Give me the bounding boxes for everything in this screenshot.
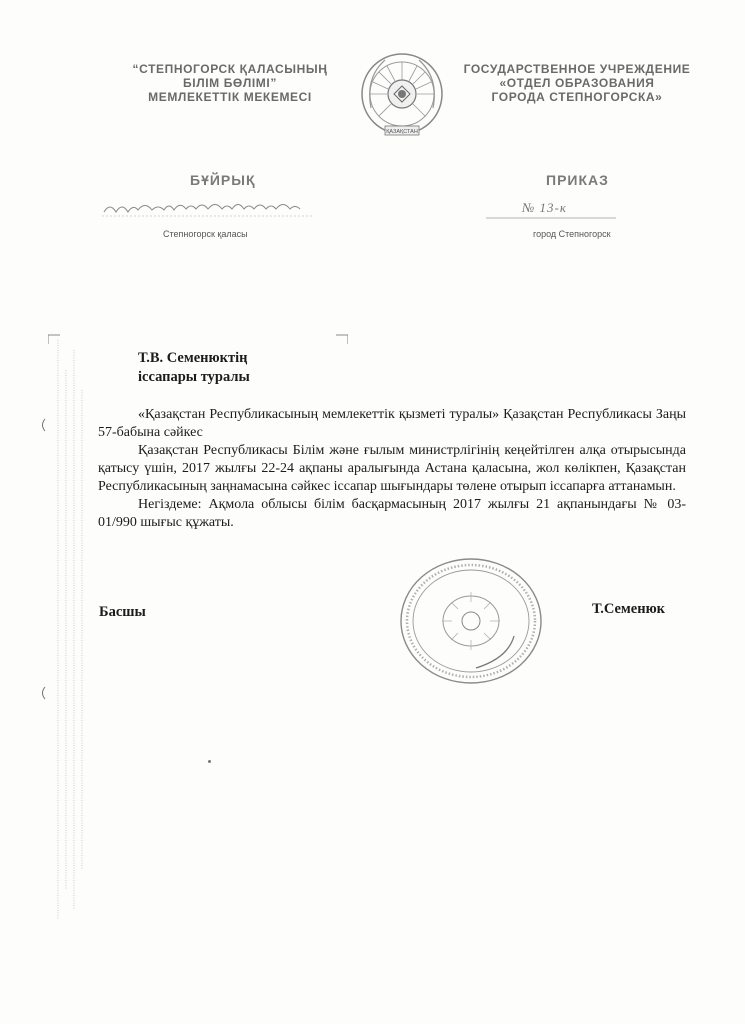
header-kz-line-2: БІЛІМ БӨЛІМІ” [183, 76, 277, 90]
order-number: № 13-к [522, 200, 567, 215]
header-kz-line-3: МЕМЛЕКЕТТІК МЕКЕМЕСІ [148, 90, 312, 104]
address-corner-marks [48, 333, 348, 345]
ink-dot [208, 760, 211, 763]
signature-position: Басшы [99, 604, 146, 620]
header-ru [452, 62, 702, 104]
margin-bracket-mark-lower [40, 686, 46, 700]
order-title-ru: ПРИКАЗ [546, 172, 609, 188]
order-date-handwritten [102, 198, 312, 218]
header-ru-line-3: ГОРОДА СТЕПНОГОРСКА» [491, 90, 663, 104]
header-ru-line-2: «ОТДЕЛ ОБРАЗОВАНИЯ [499, 76, 655, 90]
margin-notation-block [52, 330, 88, 930]
order-title-kz: БҰЙРЫҚ [190, 172, 256, 188]
order-body [98, 406, 686, 532]
signature-name: Т.Семенюк [592, 601, 666, 617]
subject-line-2: іссапары туралы [138, 369, 250, 385]
subject-line-1: Т.В. Семенюктің [138, 350, 248, 366]
header-kz-line-1: “СТЕПНОГОРСК ҚАЛАСЫНЫҢ [132, 62, 328, 76]
margin-bracket-mark [40, 418, 46, 432]
order-subject [138, 349, 250, 387]
header-ru-line-1: ГОСУДАРСТВЕННОЕ УЧРЕЖДЕНИЕ [463, 62, 691, 76]
body-paragraph-2: Қазақстан Республикасы Білім және ғылым министрлігінің кеңейтілген алқа отырысында қатысу үшін, 2017 жылғы 22-24 ақпаны аралығында Астана қаласына, жол көлікпен, Қазақстан Республикасының заңнамасына сәйкес іссапар шығындары төлене отырып іссапарға аттанамын. [98, 443, 686, 494]
official-seal [398, 556, 544, 686]
body-paragraph-3: Негіздеме: Ақмола облысы білім басқармасының 2017 жылғы 21 ақпанындағы № 03-01/990 шығыс құжаты. [98, 497, 686, 530]
state-emblem [357, 48, 447, 144]
emblem-ribbon-text: ҚАЗАҚСТАН [386, 129, 418, 135]
city-kz: Степногорск қаласы [163, 229, 248, 239]
city-ru: город Степногорск [533, 229, 611, 239]
body-paragraph-1: «Қазақстан Республикасының мемлекеттік қызметі туралы» Қазақстан Республикасы Заңы 57-бабына сәйкес [98, 407, 686, 440]
header-kz [110, 62, 350, 104]
order-number-field [486, 198, 616, 222]
